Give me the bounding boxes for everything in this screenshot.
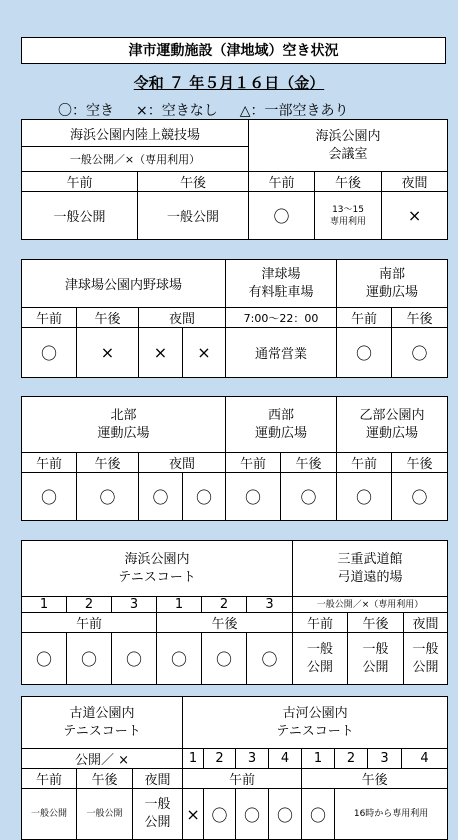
facility-name: 西部 運動広場 <box>226 397 337 453</box>
status-cell: 一般 公開 <box>348 633 404 685</box>
time-header: 午前 <box>226 453 281 473</box>
status-cell: 〇 <box>236 789 269 840</box>
time-header: 午前 <box>337 308 392 328</box>
status-cell: 〇 <box>226 473 281 521</box>
report-date-text: 令和 ７ 年５月１６日（金） <box>133 74 325 92</box>
legend-available: 〇：空き <box>58 103 114 119</box>
time-header: 午後 <box>348 613 404 633</box>
status-cell: × <box>382 192 448 240</box>
status-cell: 一般 公開 <box>133 789 183 840</box>
court-number: 4 <box>269 749 302 769</box>
time-header: 午前 <box>22 308 77 328</box>
court-number: 3 <box>368 749 402 769</box>
court-number: 3 <box>247 597 293 613</box>
status-cell: 一般公開 <box>138 192 249 240</box>
time-header: 午後 <box>281 453 337 473</box>
status-cell: 〇 <box>202 633 247 685</box>
status-cell: 〇 <box>247 633 293 685</box>
court-number: 2 <box>202 597 247 613</box>
court-number: 2 <box>335 749 368 769</box>
time-header: 午前 <box>183 769 302 789</box>
time-header: 午後 <box>392 308 448 328</box>
facility-name: 古河公園内 テニスコート <box>183 697 448 749</box>
status-cell: 一般 公開 <box>404 633 448 685</box>
court-number: 3 <box>112 597 157 613</box>
status-cell: 一般公開 <box>22 789 77 840</box>
court-number: 2 <box>67 597 112 613</box>
status-cell: 〇 <box>183 473 226 521</box>
status-cell: 〇 <box>269 789 302 840</box>
facility-name: 津球場公園内野球場 <box>22 260 226 308</box>
time-header: 午前 <box>293 613 348 633</box>
status-cell: 〇 <box>281 473 337 521</box>
court-number: 2 <box>204 749 236 769</box>
status-cell: × <box>139 328 183 378</box>
status-cell: 〇 <box>112 633 157 685</box>
page-title: 津市運動施設（津地域）空き状況 <box>21 37 446 64</box>
status-cell: 〇 <box>392 328 448 378</box>
time-header: 午後 <box>315 172 382 192</box>
status-cell: × <box>183 328 226 378</box>
time-header: 夜間 <box>139 453 226 473</box>
facility-name: 南部 運動広場 <box>337 260 448 308</box>
status-cell: 通常営業 <box>226 328 337 378</box>
status-cell: 一般 公開 <box>293 633 348 685</box>
facility-name: 海浜公園内陸上競技場 <box>22 120 249 147</box>
status-cell: 〇 <box>157 633 202 685</box>
status-cell: 〇 <box>67 633 112 685</box>
time-header: 夜間 <box>382 172 448 192</box>
court-number: 3 <box>236 749 269 769</box>
status-cell: 一般公開 <box>77 789 133 840</box>
facility-table-1 <box>21 119 448 240</box>
court-number: 1 <box>22 597 67 613</box>
facility-table-4 <box>21 540 448 685</box>
facility-name: 乙部公園内 運動広場 <box>337 397 448 453</box>
time-header: 午前 <box>337 453 392 473</box>
status-cell: 〇 <box>249 192 315 240</box>
status-cell: 〇 <box>204 789 236 840</box>
facility-name: 海浜公園内 テニスコート <box>22 541 293 597</box>
court-number: 1 <box>157 597 202 613</box>
legend <box>58 100 418 120</box>
facility-table-5 <box>21 696 448 840</box>
facility-table-3 <box>21 396 448 521</box>
facility-name: 海浜公園内 会議室 <box>249 120 448 172</box>
status-cell: 16時から専用利用 <box>335 789 448 840</box>
time-header: 午後 <box>77 453 139 473</box>
status-cell: 〇 <box>337 473 392 521</box>
time-header: 午前 <box>22 613 157 633</box>
time-header: 午後 <box>77 308 139 328</box>
usage-note: 一般公開／×（専用利用） <box>22 147 249 172</box>
legend-partial: △：一部空きあり <box>239 103 349 119</box>
facility-name: 三重武道館 弓道遠的場 <box>293 541 448 597</box>
report-date <box>0 72 458 93</box>
status-cell: 〇 <box>77 473 139 521</box>
time-header: 午前 <box>22 769 77 789</box>
legend-unavailable: ×：空きなし <box>136 103 218 119</box>
time-header: 午後 <box>302 769 448 789</box>
time-header: 夜間 <box>133 769 183 789</box>
facility-table-2 <box>21 259 448 378</box>
court-number: 1 <box>302 749 335 769</box>
time-header: 午後 <box>138 172 249 192</box>
status-cell: 〇 <box>392 473 448 521</box>
court-number: 4 <box>402 749 448 769</box>
court-number: 1 <box>183 749 204 769</box>
time-header: 夜間 <box>139 308 226 328</box>
status-cell: × <box>183 789 204 840</box>
time-header: 午後 <box>157 613 293 633</box>
status-cell: 〇 <box>139 473 183 521</box>
time-header: 午前 <box>22 172 138 192</box>
status-cell: 一般公開 <box>22 192 138 240</box>
facility-name: 津球場 有料駐車場 <box>226 260 337 308</box>
facility-name: 北部 運動広場 <box>22 397 226 453</box>
status-cell: 〇 <box>22 473 77 521</box>
status-cell: 〇 <box>22 328 77 378</box>
time-header: 午前 <box>249 172 315 192</box>
status-cell: 〇 <box>22 633 67 685</box>
status-cell: × <box>77 328 139 378</box>
time-header: 午後 <box>77 769 133 789</box>
status-cell: 〇 <box>337 328 392 378</box>
status-cell: 13～15 専用利用 <box>315 192 382 240</box>
usage-note: 公開／ × <box>22 749 183 769</box>
time-header: 7:00～22：00 <box>226 308 337 328</box>
time-header: 夜間 <box>404 613 448 633</box>
time-header: 午後 <box>392 453 448 473</box>
usage-note: 一般公開／×（専用利用） <box>293 597 448 613</box>
status-cell: 〇 <box>302 789 335 840</box>
time-header: 午前 <box>22 453 77 473</box>
facility-name: 古道公園内 テニスコート <box>22 697 183 749</box>
